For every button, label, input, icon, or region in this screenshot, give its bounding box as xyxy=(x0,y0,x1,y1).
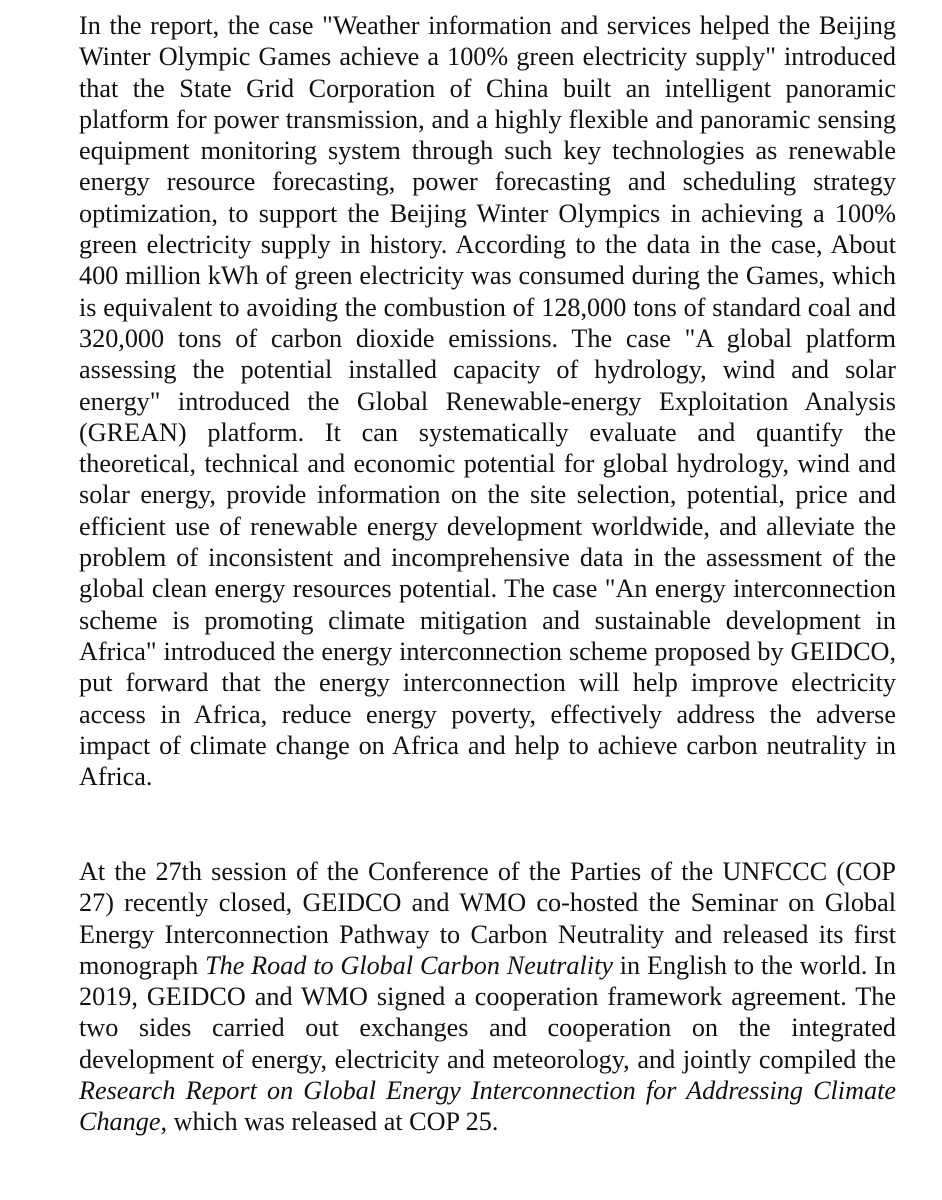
text-run: At the 27th session of the Conference of the Parties of the UNFCCC (COP 27) recently closed, GEIDCO and WMO co-hosted the Seminar on Global Energy Interconnection Pathway to Carbon Neutrality and released its first monograph xyxy=(79,857,896,980)
book-title-research-report: Research Report on Global Energy Interconnection for Addressing Climate Change, xyxy=(79,1076,896,1137)
book-title-road-to-carbon-neutrality: The Road to Global Carbon Neutrality xyxy=(205,950,613,980)
paragraph-case-studies xyxy=(79,10,896,792)
paragraph-cop27 xyxy=(79,856,896,1138)
text-run: In the report, the case "Weather information and services helped the Beijing Winter Olympic Games achieve a 100% green electricity supply" introduced that the State Grid Corporation of China built an intelligent panoramic platform for power transmission, and a highly flexible and panoramic sensing equipment monitoring system through such key technologies as renewable energy resource forecasting, power forecasting and scheduling strategy optimization, to support the Beijing Winter Olympics in achieving a 100% green electricity supply in history. According to the data in the case, About 400 million kWh of green electricity was consumed during the Games, which is equivalent to avoiding the combustion of 128,000 tons of standard coal and 320,000 tons of carbon dioxide emissions. The case "A global platform assessing the potential installed capacity of hydrology, wind and solar energy" introduced the Global Renewable-energy Exploitation Analysis (GREAN) platform. It can systematically evaluate and quantify the theoretical, technical and economic potential for global hydrology, wind and solar energy, provide information on the site selection, potential, price and efficient use of renewable energy development worldwide, and alleviate the problem of inconsistent and incomprehensive data in the assessment of the global clean energy resources potential. The case "An energy interconnection scheme is promoting climate mitigation and sustainable development in Africa" introduced the energy interconnection scheme proposed by GEIDCO, put forward that the energy interconnection will help improve electricity access in Africa, reduce energy poverty, effectively address the adverse impact of climate change on Africa and help to achieve carbon neutrality in Africa. xyxy=(79,11,896,792)
text-run: in English to the world. In 2019, GEIDCO and WMO signed a cooperation framework agreement. The two sides carried out exchanges and cooperation on the integrated development of energy, electricity and meteorology, and jointly compiled the xyxy=(79,950,896,1074)
text-run: which was released at COP 25. xyxy=(167,1107,499,1137)
